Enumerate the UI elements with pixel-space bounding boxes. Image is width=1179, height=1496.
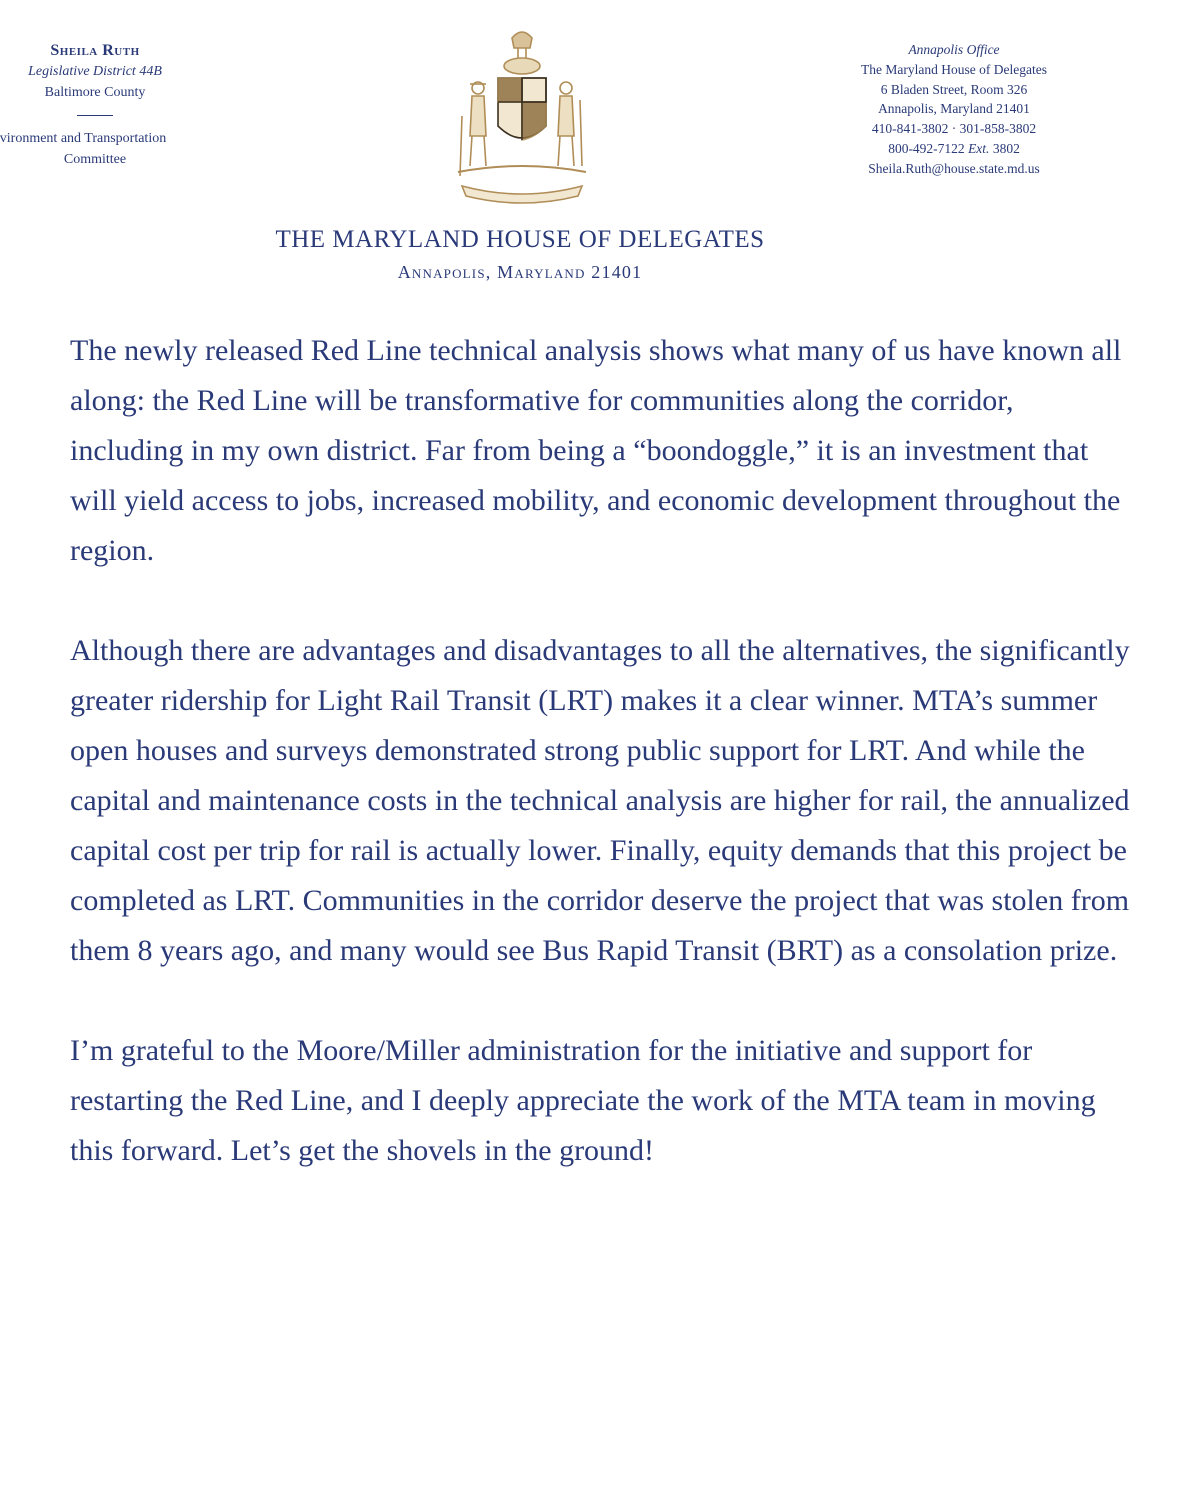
ext-label: Ext. [968, 140, 990, 156]
delegate-info-block [0, 40, 190, 170]
committee-label: Committee [63, 152, 127, 167]
office-title: Annapolis Office [908, 42, 1000, 57]
email-address: Sheila.Ruth@house.state.md.us [868, 160, 1040, 176]
office-phones: 410-841-3802 · 301-858-3802 [871, 121, 1037, 137]
office-contact-block [826, 40, 1082, 179]
tollfree-number: 800-492-7122 [888, 140, 965, 156]
committee-name: vironment and Transportation [0, 131, 167, 146]
statement-body [70, 326, 1130, 1226]
legislative-district: Legislative District 44B [28, 64, 162, 79]
ext-number: 3802 [992, 140, 1020, 156]
masthead-subtitle: Annapolis, Maryland 21401 [397, 262, 643, 282]
body-paragraph: I’m grateful to the Moore/Miller administration for the initiative and support for restarting the Red Line, and I deeply appreciate the work of the MTA team in moving this forward. Let’s get the shovels in the ground! [70, 1034, 1096, 1167]
delegate-name: Sheila Ruth [50, 42, 140, 59]
masthead-title: THE MARYLAND HOUSE OF DELEGATES [275, 226, 765, 253]
office-name: The Maryland House of Delegates [861, 61, 1047, 77]
office-city: Annapolis, Maryland 21401 [878, 101, 1030, 117]
maryland-state-seal-icon [448, 26, 596, 206]
tollfree-phone [826, 139, 1082, 159]
county: Baltimore County [44, 85, 146, 100]
body-paragraph: Although there are advantages and disadvantages to all the alternatives, the significantly greater ridership for Light Rail Transit (LRT) makes it a clear winner. MTA’s summer open houses and surveys demonstrated strong public support for LRT. And while the capital and maintenance costs in the technical analysis are higher for rail, the annualized capital cost per trip for rail is actually lower. Finally, equity demands that this project be completed as LRT. Communities in the corridor deserve the project that was stolen from them 8 years ago, and many would see Bus Rapid Transit (BRT) as a consolation prize. [70, 634, 1130, 967]
body-paragraph: The newly released Red Line technical analysis shows what many of us have known all along: the Red Line will be transformative for communities along the corridor, including in my own district. Far from being a “boondoggle,” it is an investment that will yield access to jobs, increased mobility, and economic development throughout the region. [70, 334, 1122, 567]
header-divider [77, 115, 113, 116]
office-street: 6 Bladen Street, Room 326 [880, 81, 1028, 97]
